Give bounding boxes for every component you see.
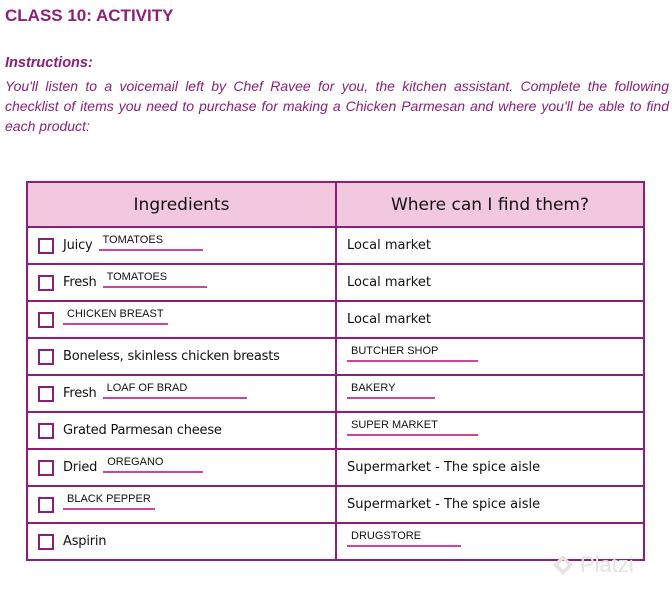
location-answer-field[interactable]: SUPER MARKET — [347, 419, 478, 436]
instructions-heading: Instructions: — [5, 55, 93, 71]
instructions-body: You'll listen to a voicemail left by Chef Ravee for you, the kitchen assistant. Complete the following checklist of items you need to purchase for making a Chicken Parmesan and where you'll be able to find each product: — [5, 78, 669, 134]
ingredient-cell — [27, 301, 336, 338]
item-checkbox[interactable] — [38, 460, 54, 476]
location-label: Local market — [347, 312, 431, 327]
ingredient-label: Grated Parmesan cheese — [63, 423, 222, 438]
location-answer-field[interactable]: BUTCHER SHOP — [347, 345, 478, 362]
location-cell — [336, 449, 644, 486]
location-label: Supermarket - The spice aisle — [347, 460, 541, 475]
ingredient-cell — [27, 523, 336, 560]
table-row — [27, 338, 644, 375]
table-row — [27, 412, 644, 449]
ingredient-cell — [27, 338, 336, 375]
item-checkbox[interactable] — [38, 349, 54, 365]
location-cell — [336, 338, 644, 375]
location-answer-field[interactable]: DRUGSTORE — [347, 530, 461, 547]
location-cell — [336, 301, 644, 338]
ingredient-cell — [27, 227, 336, 264]
location-cell — [336, 264, 644, 301]
platzi-logo-icon — [552, 554, 574, 576]
ingredient-label: Fresh — [63, 386, 97, 401]
location-cell — [336, 412, 644, 449]
location-label: Local market — [347, 275, 431, 290]
ingredient-cell — [27, 486, 336, 523]
item-checkbox[interactable] — [38, 423, 54, 439]
ingredient-cell — [27, 375, 336, 412]
header-where: Where can I find them? — [336, 182, 644, 227]
item-checkbox[interactable] — [38, 386, 54, 402]
ingredient-answer-field[interactable]: TOMATOES — [99, 234, 204, 251]
location-cell — [336, 227, 644, 264]
item-checkbox[interactable] — [38, 534, 54, 550]
platzi-watermark — [552, 552, 634, 578]
ingredient-answer-field[interactable]: BLACK PEPPER — [63, 493, 155, 510]
item-checkbox[interactable] — [38, 238, 54, 254]
shopping-checklist-table — [26, 181, 645, 561]
ingredient-answer-field[interactable]: CHICKEN BREAST — [63, 308, 168, 325]
ingredient-cell — [27, 449, 336, 486]
location-answer-field[interactable]: BAKERY — [347, 382, 435, 399]
table-row — [27, 227, 644, 264]
location-cell — [336, 486, 644, 523]
ingredient-cell — [27, 412, 336, 449]
table-row — [27, 375, 644, 412]
location-cell — [336, 375, 644, 412]
ingredient-answer-field[interactable]: TOMATOES — [103, 271, 208, 288]
table-row — [27, 264, 644, 301]
ingredient-answer-field[interactable]: OREGANO — [103, 456, 203, 473]
table-row — [27, 486, 644, 523]
watermark-text: Platzi — [580, 552, 634, 577]
page-title: CLASS 10: ACTIVITY — [5, 6, 174, 25]
item-checkbox[interactable] — [38, 497, 54, 513]
ingredient-label: Dried — [63, 460, 98, 475]
table-row — [27, 301, 644, 338]
table-row — [27, 449, 644, 486]
ingredient-cell — [27, 264, 336, 301]
table-header-row — [27, 182, 644, 227]
header-ingredients: Ingredients — [27, 182, 336, 227]
item-checkbox[interactable] — [38, 275, 54, 291]
ingredient-label: Aspirin — [63, 534, 107, 549]
ingredient-answer-field[interactable]: LOAF OF BRAD — [103, 382, 248, 399]
ingredient-label: Juicy — [63, 238, 93, 253]
location-label: Supermarket - The spice aisle — [347, 497, 541, 512]
location-label: Local market — [347, 238, 431, 253]
ingredient-label: Boneless, skinless chicken breasts — [63, 349, 280, 364]
item-checkbox[interactable] — [38, 312, 54, 328]
ingredient-label: Fresh — [63, 275, 97, 290]
